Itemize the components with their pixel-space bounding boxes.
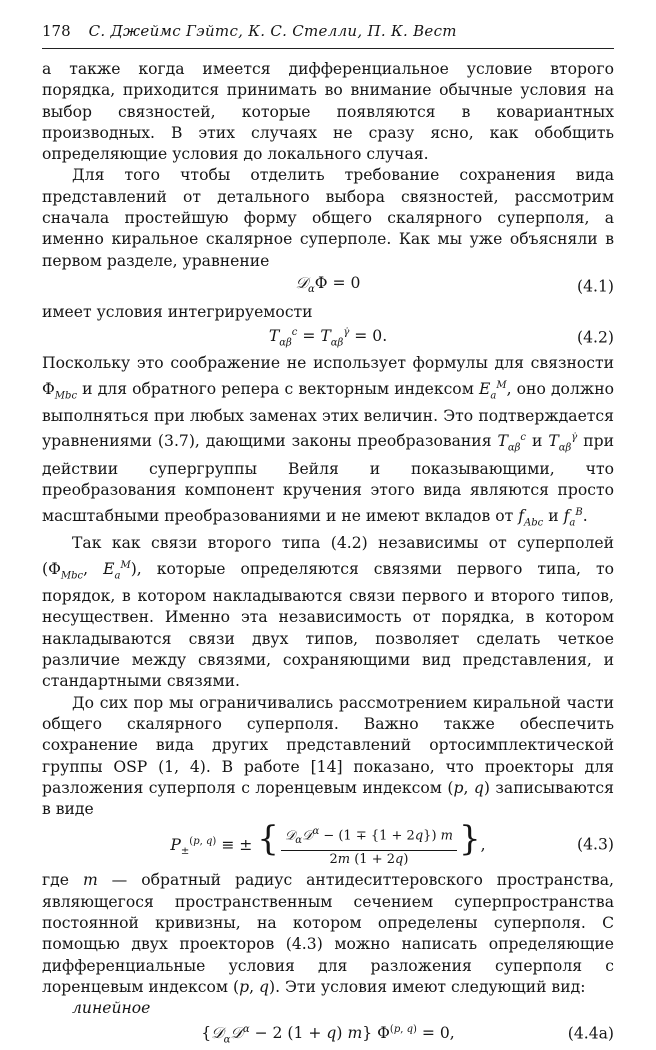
equation-4-1-body: 𝒟$_\alpha$Φ = 0 [295,274,361,296]
page-number: 178 [42,22,71,40]
running-header [42,22,614,49]
body-text [42,59,614,1049]
equation-number: (4.2) [577,328,614,347]
equation-number: (4.4a) [567,1024,614,1043]
paragraph-2: Для того чтобы отделить требование сохранения вида представлений от детального выбора связностей, рассмотрим сначала простейшую форму общего скалярного суперполя, а именно киральное скалярное суперполе. Как мы уже объясняли в первом разделе, уравнение [42,166,614,270]
page [42,22,614,1049]
equation-4-3 [42,820,614,870]
equation-4-3-body: $P_\pm^{(p, q)}$ ≡ ± { $\frac{𝒟_\alpha 𝒟^\alpha - (1 \mp \{1 + 2q\}) m}{2m (1 + 2q)}$ }, [170,819,486,868]
equation-4-4a-body: {𝒟$_\alpha$𝒟$^\alpha$ − 2 (1 + q) m} Φ$^{(p, q)}$ = 0, [201,1023,455,1045]
label-linear: линейное [72,999,151,1018]
equation-4-2-body: $T_{\alpha\beta}^c = T_{\alpha\beta}^{\gammȧ} = 0$. [268,327,388,349]
equation-number: (4.3) [577,835,614,854]
equation-4-4a [42,1019,614,1049]
running-head-authors: С. Джеймс Гэйтс, К. С. Стелли, П. К. Вест [88,22,457,40]
equation-number: (4.1) [577,277,614,296]
paragraph-5: Так как связи второго типа (4.2) независимы от суперполей ($\Phi_{Mbc}$, $E_a^M$), которые определяются связями первого типа, то порядок, в котором накладываются связи первого и второго типов, несуществен. Именно эта независимость от порядка, в котором накладываются связи двух типов, позволяет сделать четкое различие между связями, сохраняющими вид представления, и стандартными связями. [42,534,614,691]
paragraph-7: где m — обратный радиус антидеситтеровского пространства, являющегося пространственным сечением суперпространства постоянной кривизны, на котором определены суперполя. С помощью двух проекторов (4.3) можно написать определяющие дифференциальные условия для разложения суперполя с лоренцевым индексом (p, q). Эти условия имеют следующий вид: [42,871,614,996]
paragraph-4: Поскольку это соображение не использует формулы для связности $\Phi_{Mbc}$ и для обратного репера с векторным индексом $E_a^M$, оно должно выполняться при любых заменах этих величин. Это подтверждается уравнениями (3.7), дающими законы преобразования $T_{\alpha\beta}^c$ и $T_{\alpha\beta}^{\gammȧ}$ при действии супергруппы Вейля и показывающими, что преобразования компонент кручения этого вида являются просто масштабными преобразованиями и не имеют вкладов от $f_{Abc}$ и $f_a^B$. [42,354,614,528]
paragraph-6: До сих пор мы ограничивались рассмотрением киральной части общего скалярного суперполя. Важно также обеспечить сохранение вида других представлений ортосимплектической группы OSP (1, 4). В работе [14] показано, что проекторы для разложения суперполя с лоренцевым индексом (p, q) записываются в виде [42,693,615,819]
equation-4-1 [42,272,614,302]
paragraph-3: имеет условия интегрируемости [42,302,313,321]
paragraph-1: а также когда имеется дифференциальное условие второго порядка, приходится принимать во внимание обычные условия на выбор связностей, которые появляются в ковариантных производных. В этих случаях не сразу ясно, как обобщить определяющие условия до локального случая. [42,60,614,164]
equation-4-2 [42,323,614,353]
